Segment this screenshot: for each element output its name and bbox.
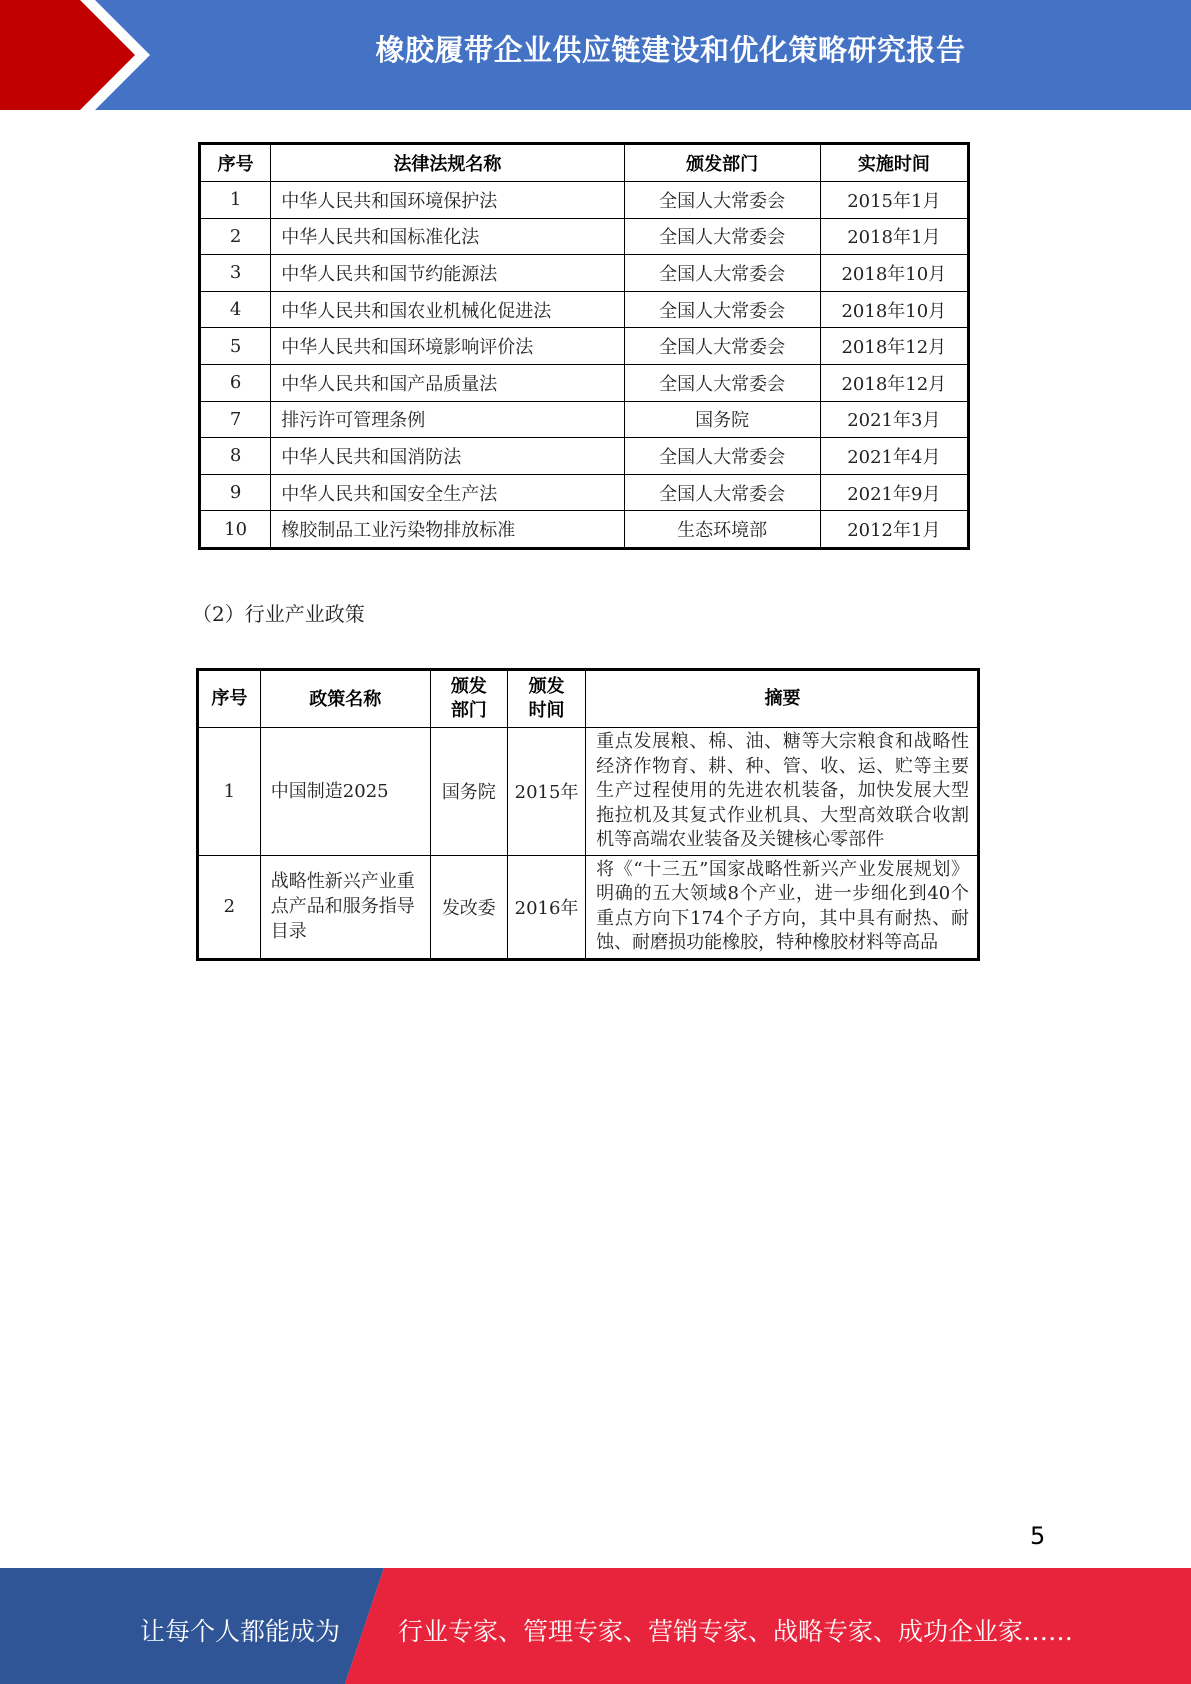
- row-number: 1: [200, 182, 271, 219]
- laws-header-dept: 颁发部门: [624, 144, 820, 182]
- issuing-department: 全国人大常委会: [624, 218, 820, 255]
- policy-header-dept-line1: 颁发: [450, 676, 487, 697]
- issuing-department: 全国人大常委会: [624, 291, 820, 328]
- law-name: 中华人民共和国节约能源法: [271, 255, 624, 292]
- policy-header-dept: [430, 670, 507, 728]
- row-number: 10: [200, 511, 271, 549]
- row-number: 6: [200, 364, 271, 401]
- issue-date: 2015年: [508, 728, 586, 856]
- issuing-department: 国务院: [624, 401, 820, 438]
- effective-date: 2021年9月: [820, 474, 968, 511]
- document-title: 橡胶履带企业供应链建设和优化策略研究报告: [375, 33, 966, 67]
- policy-table: [196, 668, 980, 961]
- table-row: [200, 474, 969, 511]
- issuing-department: 生态环境部: [624, 511, 820, 549]
- table-row: [200, 218, 969, 255]
- effective-date: 2021年4月: [820, 438, 968, 475]
- policy-header-date-line1: 颁发: [528, 676, 565, 697]
- table-row: [200, 328, 969, 365]
- row-number: 1: [198, 728, 261, 856]
- policy-header-date-line2: 时间: [528, 700, 565, 721]
- table-row: [200, 364, 969, 401]
- policy-header-no: 序号: [198, 670, 261, 728]
- row-number: 2: [200, 218, 271, 255]
- header-chevron-decoration: [0, 0, 160, 110]
- effective-date: 2018年12月: [820, 364, 968, 401]
- policy-header-date: [508, 670, 586, 728]
- policy-name: 战略性新兴产业重点产品和服务指导目录: [260, 855, 430, 959]
- issuing-department: 全国人大常委会: [624, 438, 820, 475]
- laws-table-header-row: [200, 144, 969, 182]
- row-number: 5: [200, 328, 271, 365]
- policy-header-dept-line2: 部门: [450, 700, 487, 721]
- policy-name: 中国制造2025: [260, 728, 430, 856]
- row-number: 4: [200, 291, 271, 328]
- table-row: [198, 855, 979, 959]
- issuing-department: 发改委: [430, 855, 507, 959]
- row-number: 7: [200, 401, 271, 438]
- effective-date: 2018年10月: [820, 291, 968, 328]
- policy-header-name: 政策名称: [260, 670, 430, 728]
- header-bar: [0, 0, 1191, 110]
- policy-summary: 重点发展粮、棉、油、糖等大宗粮食和战略性经济作物育、耕、种、管、收、运、贮等主要生产过程使用的先进农机装备，加快发展大型拖拉机及其复式作业机具、大型高效联合收割机等高端农业装备及关键核心零部件: [586, 728, 979, 856]
- laws-table: [198, 142, 970, 550]
- law-name: 中华人民共和国消防法: [271, 438, 624, 475]
- law-name: 中华人民共和国环境影响评价法: [271, 328, 624, 365]
- law-name: 中华人民共和国环境保护法: [271, 182, 624, 219]
- law-name: 中华人民共和国标准化法: [271, 218, 624, 255]
- effective-date: 2012年1月: [820, 511, 968, 549]
- page-number: 5: [1030, 1522, 1046, 1550]
- laws-header-date: 实施时间: [820, 144, 968, 182]
- table-row: [198, 728, 979, 856]
- table-row: [200, 401, 969, 438]
- issuing-department: 国务院: [430, 728, 507, 856]
- law-name: 中华人民共和国产品质量法: [271, 364, 624, 401]
- policy-table-header-row: [198, 670, 979, 728]
- effective-date: 2018年1月: [820, 218, 968, 255]
- law-name: 橡胶制品工业污染物排放标准: [271, 511, 624, 549]
- law-name: 中华人民共和国安全生产法: [271, 474, 624, 511]
- row-number: 2: [198, 855, 261, 959]
- row-number: 8: [200, 438, 271, 475]
- law-name: 排污许可管理条例: [271, 401, 624, 438]
- issuing-department: 全国人大常委会: [624, 182, 820, 219]
- row-number: 9: [200, 474, 271, 511]
- issuing-department: 全国人大常委会: [624, 364, 820, 401]
- issuing-department: 全国人大常委会: [624, 328, 820, 365]
- section-heading: （2）行业产业政策: [192, 602, 365, 626]
- effective-date: 2021年3月: [820, 401, 968, 438]
- effective-date: 2018年12月: [820, 328, 968, 365]
- footer-slogan-left: 让每个人都能成为: [140, 1617, 341, 1646]
- effective-date: 2018年10月: [820, 255, 968, 292]
- issuing-department: 全国人大常委会: [624, 255, 820, 292]
- footer-slogan-right: 行业专家、管理专家、营销专家、战略专家、成功企业家……: [398, 1617, 1074, 1646]
- table-row: [200, 182, 969, 219]
- policy-header-summary: 摘要: [586, 670, 979, 728]
- table-row: [200, 438, 969, 475]
- laws-header-no: 序号: [200, 144, 271, 182]
- laws-header-name: 法律法规名称: [271, 144, 624, 182]
- row-number: 3: [200, 255, 271, 292]
- table-row: [200, 511, 969, 549]
- effective-date: 2015年1月: [820, 182, 968, 219]
- issue-date: 2016年: [508, 855, 586, 959]
- table-row: [200, 255, 969, 292]
- table-row: [200, 291, 969, 328]
- issuing-department: 全国人大常委会: [624, 474, 820, 511]
- policy-summary: 将《“十三五”国家战略性新兴产业发展规划》明确的五大领域8个产业，进一步细化到40个重点方向下174个子方向，其中具有耐热、耐蚀、耐磨损功能橡胶，特种橡胶材料等高品: [586, 855, 979, 959]
- law-name: 中华人民共和国农业机械化促进法: [271, 291, 624, 328]
